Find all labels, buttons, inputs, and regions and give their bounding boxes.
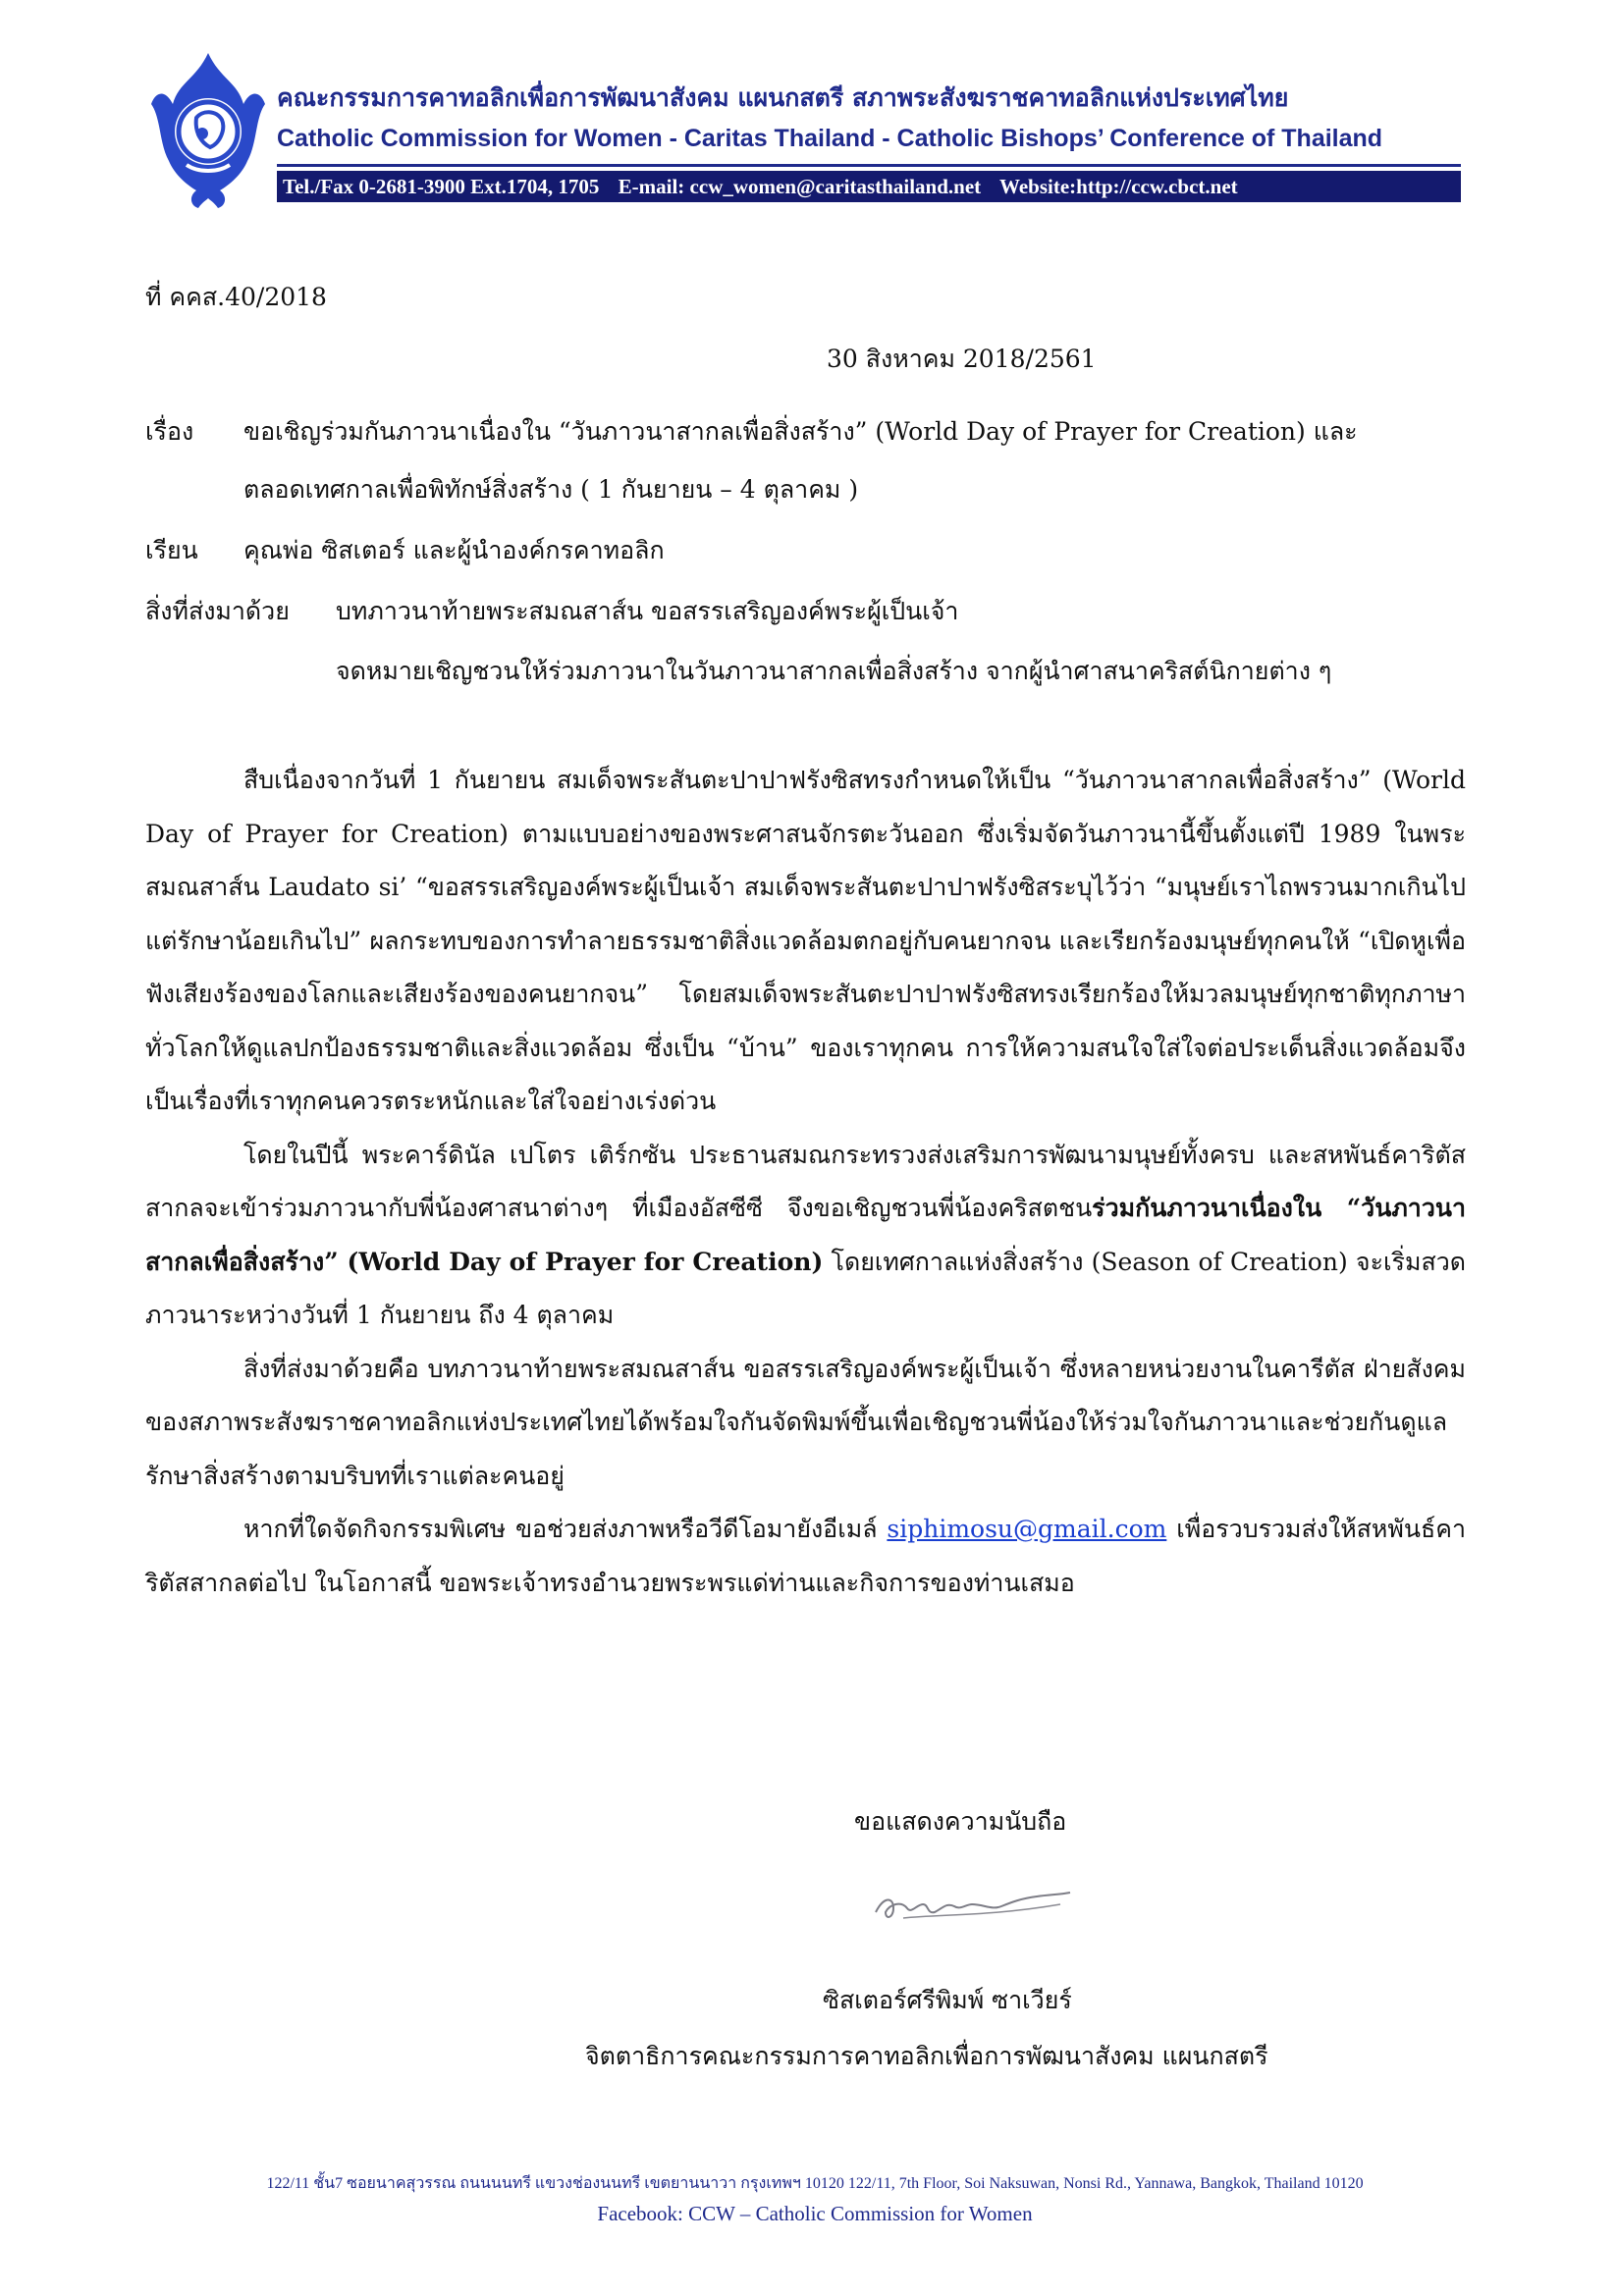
paragraph-4-text-a: หากที่ใดจัดกิจกรรมพิเศษ ขอช่วยส่งภาพหรือวีดีโอมายังอีเมล์	[243, 1515, 888, 1543]
footer-facebook[interactable]: Facebook: CCW – Catholic Commission for Women	[597, 2202, 1033, 2225]
contact-bar	[277, 171, 1461, 202]
enclosure-item-1: บทภาวนาท้ายพระสมณสาส์น ขอสรรเสริญองค์พระผู้เป็นเจ้า	[336, 597, 959, 625]
body-paragraph-4	[145, 1503, 1466, 1610]
subject-label: เรื่อง	[145, 417, 194, 446]
madonna-logo-icon	[147, 49, 270, 211]
paragraph-4-text-b: เพื่อรวบรวมส่งให้สหพันธ์คาริตัสสากลต่อไป ในโอกาสนี้ ขอพระเจ้าทรงอำนวยพระพรแด่ท่านและกิจการของท่านเสมอ	[145, 1515, 1467, 1597]
contact-website[interactable]: Website:http://ccw.cbct.net	[999, 175, 1238, 198]
contact-telephone: Tel./Fax 0-2681-3900 Ext.1704, 1705	[283, 175, 600, 198]
recipient-label: เรียน	[145, 536, 198, 564]
signer-title: จิตตาธิการคณะกรรมการคาทอลิกเพื่อการพัฒนาสังคม แผนกสตรี	[585, 2042, 1268, 2070]
signer-name: ซิสเตอร์ศรีพิมพ์ ซาเวียร์	[823, 1986, 1072, 2014]
handwritten-signature-icon	[864, 1875, 1080, 1934]
body-paragraph-1: สืบเนื่องจากวันที่ 1 กันยายน สมเด็จพระสันตะปาปาฟรังซิสทรงกำหนดให้เป็น “วันภาวนาสากลเพื่อสิ่งสร้าง” (World Day of Prayer for Creation) ตามแบบอย่างของพระศาสนจักรตะวันออก ซึ่งเริ่มจัดวันภาวนานี้ขึ้นตั้งแต่ปี 1989 ในพระสมณสาส์น Laudato si’ “ขอสรรเสริญองค์พระผู้เป็นเจ้า สมเด็จพระสันตะปาปาฟรังซิสระบุไว้ว่า “มนุษย์เราไถพรวนมากเกินไป แต่รักษาน้อยเกินไป” ผลกระทบของการทำลายธรรมชาติสิ่งแวดล้อมตกอยู่กับคนยากจน และเรียกร้องมนุษย์ทุกคนให้ “เปิดหูเพื่อฟังเสียงร้องของโลกและเสียงร้องของคนยากจน” โดยสมเด็จพระสันตะปาปาฟรังซิสทรงเรียกร้องให้มวลมนุษย์ทุกชาติทุกภาษาทั่วโลกให้ดูแลปกป้องธรรมชาติและสิ่งแวดล้อม ซึ่งเป็น “บ้าน” ของเราทุกคน การให้ความสนใจใส่ใจต่อประเด็นสิ่งแวดล้อมจึงเป็นเรื่องที่เราทุกคนควรตระหนักและใส่ใจอย่างเร่งด่วน	[145, 766, 1466, 1115]
body-paragraph-3: สิ่งที่ส่งมาด้วยคือ บทภาวนาท้ายพระสมณสาส์น ขอสรรเสริญองค์พระผู้เป็นเจ้า ซึ่งหลายหน่วยงานในคารีตัส ฝ่ายสังคมของสภาพระสังฆราชคาทอลิกแห่งประเทศไทยได้พร้อมใจกันจัดพิมพ์ขึ้นเพื่อเชิญชวนพี่น้องให้ร่วมใจกันภาวนาและช่วยกันดูแลรักษาสิ่งสร้างตามบริบทที่เราแต่ละคนอยู่	[145, 1354, 1466, 1490]
organization-name-thai: คณะกรรมการคาทอลิกเพื่อการพัฒนาสังคม แผนกสตรี สภาพระสังฆราชคาทอลิกแห่งประเทศไทย	[277, 83, 1289, 112]
organization-name-english: Catholic Commission for Women - Caritas Thailand - Catholic Bishops’ Conference of Thailand	[277, 125, 1383, 152]
contact-email-link[interactable]: siphimosu@gmail.com	[887, 1515, 1167, 1543]
enclosure-item-2: จดหมายเชิญชวนให้ร่วมภาวนาในวันภาวนาสากลเพื่อสิ่งสร้าง จากผู้นำศาสนาคริสต์นิกายต่าง ๆ	[336, 657, 1332, 685]
footer-address: 122/11 ชั้น7 ซอยนาคสุวรรณ ถนนนนทรี แขวงช่องนนทรี เขตยานนาวา กรุงเทพฯ 10120 122/11, 7th Floor, Soi Naksuwan, Nonsi Rd., Yannawa, Bangkok, Thailand 10120	[266, 2175, 1364, 2192]
enclosure-label: สิ่งที่ส่งมาด้วย	[145, 597, 290, 625]
paragraph-2-bold: ร่วมกันภาวนาเนื่องใน “วันภาวนาสากลเพื่อสิ่งสร้าง” (World Day of Prayer for Creation)	[145, 1194, 1466, 1276]
reference-number: ที่ คคส.40/2018	[145, 283, 327, 311]
closing-salutation: ขอแสดงความนับถือ	[854, 1807, 1067, 1836]
recipient-value: คุณพ่อ ซิสเตอร์ และผู้นำองค์กรคาทอลิก	[243, 536, 665, 564]
letter-body	[145, 754, 1466, 1610]
body-paragraph-2	[145, 1129, 1466, 1343]
paragraph-2-text-a: โดยในปีนี้ พระคาร์ดินัล เปโตร เติร์กซัน ประธานสมณกระทรวงส่งเสริมการพัฒนามนุษย์ทั้งครบ และสหพันธ์คาริตัสสากลจะเข้าร่วมภาวนากับพี่น้องศาสนาต่างๆ ที่เมืองอัสซีซี จึงขอเชิญชวนพี่น้องคริสตชน	[145, 1140, 1466, 1222]
subject-line-2: ตลอดเทศกาลเพื่อพิทักษ์สิ่งสร้าง ( 1 กันยายน – 4 ตุลาคม )	[243, 475, 859, 504]
contact-email[interactable]: E-mail: ccw_women@caritasthailand.net	[618, 175, 982, 198]
subject-line-1: ขอเชิญร่วมกันภาวนาเนื่องใน “วันภาวนาสากลเพื่อสิ่งสร้าง” (World Day of Prayer for Creation) และ	[243, 417, 1358, 446]
letterhead-divider	[277, 164, 1461, 167]
letter-date: 30 สิงหาคม 2018/2561	[827, 345, 1097, 373]
paragraph-2-text-b: โดยเทศกาลแห่งสิ่งสร้าง (Season of Creation) จะเริ่มสวดภาวนาระหว่างวันที่ 1 กันยายน ถึง 4 ตุลาคม	[145, 1247, 1466, 1329]
